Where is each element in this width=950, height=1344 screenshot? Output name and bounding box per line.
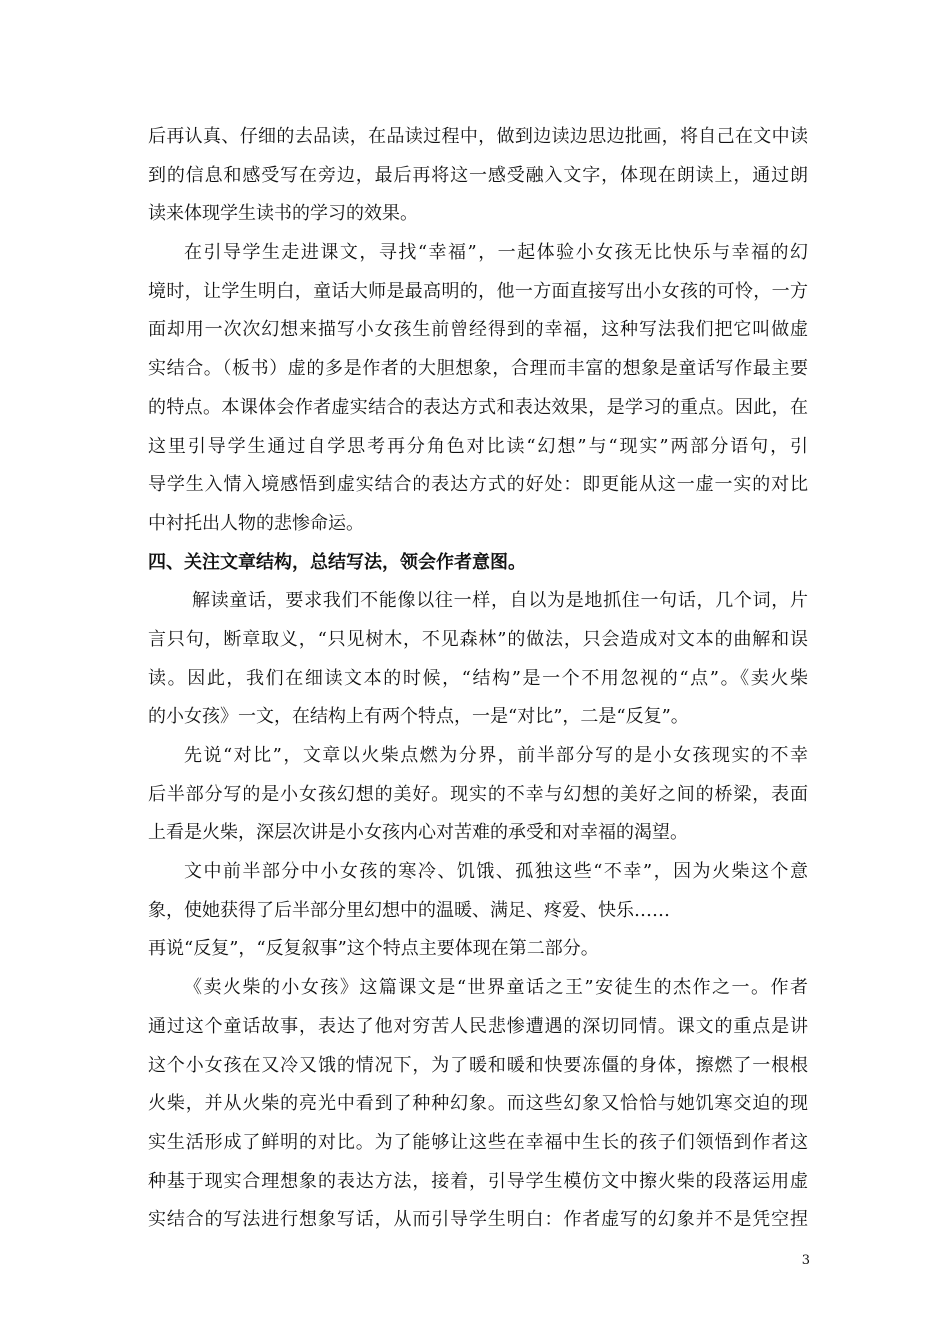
text-line: 这个小女孩在又冷又饿的情况下，为了暖和暖和快要冻僵的身体，擦燃了一根根 (148, 1054, 808, 1076)
text-line: 实结合。（板书）虚的多是作者的大胆想象，合理而丰富的想象是童话写作最主要 (148, 358, 808, 380)
text-line: 言只句，断章取义，“只见树木，不见森林”的做法，只会造成对文本的曲解和误 (148, 628, 808, 650)
text-line: 后半部分写的是小女孩幻想的美好。现实的不幸与幻想的美好之间的桥梁，表面 (148, 783, 808, 805)
text-line: 面却用一次次幻想来描写小女孩生前曾经得到的幸福，这种写法我们把它叫做虚 (148, 319, 808, 341)
text-line: 种基于现实合理想象的表达方法，接着，引导学生模仿文中擦火柴的段落运用虚 (148, 1170, 808, 1192)
text-line: 《卖火柴的小女孩》这篇课文是“世界童话之王”安徒生的杰作之一。作者 (184, 977, 808, 999)
text-line: 到的信息和感受写在旁边，最后再将这一感受融入文字，体现在朗读上，通过朗 (148, 164, 808, 186)
text-line: 实结合的写法进行想象写话，从而引导学生明白：作者虚写的幻象并不是凭空捏 (148, 1209, 808, 1231)
text-line: 象，使她获得了后半部分里幻想中的温暖、满足、疼爱、快乐…… (148, 899, 670, 921)
text-line: 的特点。本课体会作者虚实结合的表达方式和表达效果，是学习的重点。因此，在 (148, 396, 808, 418)
text-line: 境时，让学生明白，童话大师是最高明的，他一方面直接写出小女孩的可怜，一方 (148, 280, 808, 302)
text-line: 的小女孩》一文，在结构上有两个特点，一是“对比”，二是“反复”。 (148, 706, 689, 728)
text-line: 解读童话，要求我们不能像以往一样，自以为是地抓住一句话，几个词，片 (192, 590, 808, 612)
text-line: 在引导学生走进课文，寻找“幸福”，一起体验小女孩无比快乐与幸福的幻 (184, 242, 808, 264)
text-line: 文中前半部分中小女孩的寒冷、饥饿、孤独这些“不幸”，因为火柴这个意 (184, 861, 808, 883)
text-line: 读。因此，我们在细读文本的时候，“结构”是一个不用忽视的“点”。《卖火柴 (148, 667, 808, 689)
text-line: 先说“对比”，文章以火柴点燃为分界，前半部分写的是小女孩现实的不幸 (184, 745, 808, 766)
text-line: 上看是火柴，深层次讲是小女孩内心对苦难的承受和对幸福的渴望。 (148, 822, 688, 844)
text-line: 通过这个童话故事，表达了他对穷苦人民悲惨遭遇的深切同情。课文的重点是讲 (148, 1015, 808, 1037)
page-number: 3 (801, 1253, 810, 1268)
text-line: 导学生入情入境感悟到虚实结合的表达方式的好处：即更能从这一虚一实的对比 (148, 474, 808, 496)
text-line: 实生活形成了鲜明的对比。为了能够让这些在幸福中生长的孩子们领悟到作者这 (148, 1131, 808, 1153)
text-line: 后再认真、仔细的去品读，在品读过程中，做到边读边思边批画，将自己在文中读 (148, 126, 808, 147)
text-line: 火柴，并从火柴的亮光中看到了种种幻象。而这些幻象又恰恰与她饥寒交迫的现 (148, 1093, 808, 1115)
text-line: 再说“反复”，“反复叙事”这个特点主要体现在第二部分。 (148, 938, 599, 960)
section-heading: 四、关注文章结构，总结写法，领会作者意图。 (148, 551, 526, 573)
body-text (148, 118, 808, 1240)
text-line: 读来体现学生读书的学习的效果。 (148, 203, 418, 225)
text-line: 中衬托出人物的悲惨命运。 (148, 512, 364, 534)
text-line: 这里引导学生通过自学思考再分角色对比读“幻想”与“现实”两部分语句，引 (148, 435, 808, 457)
